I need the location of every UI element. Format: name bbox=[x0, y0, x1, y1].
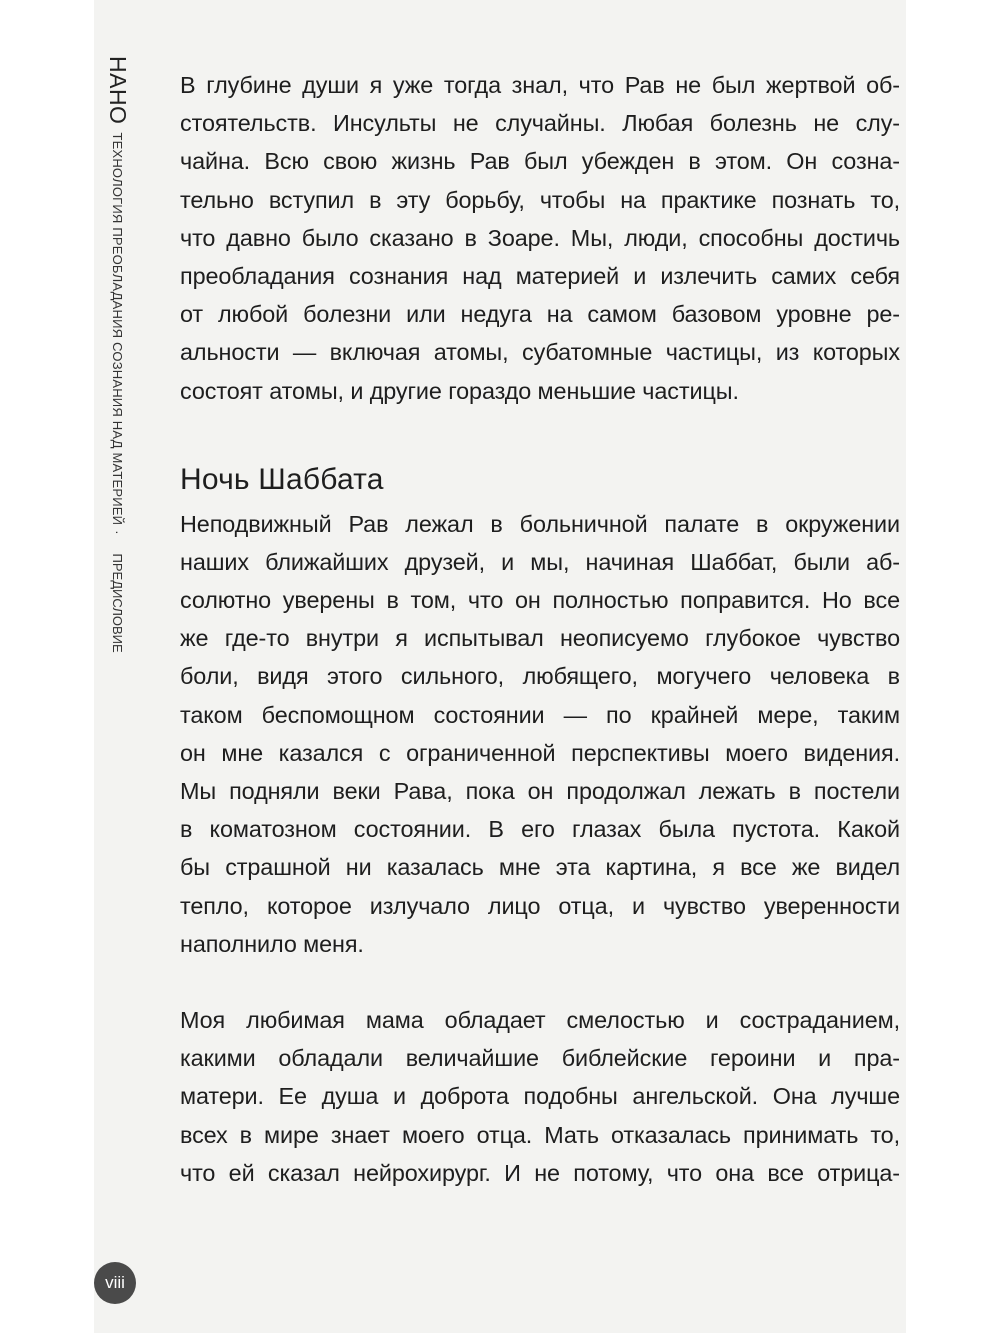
paragraph-line: таком беспомощном состоянии — по крайней мере, таким bbox=[180, 701, 900, 728]
paragraph-line: всех в мире знает моего отца. Мать отказалась принимать то, bbox=[180, 1121, 900, 1148]
paragraph-line: же где-то внутри я испытывал неописуемо глубокое чувство bbox=[180, 625, 900, 652]
paragraph-line: матери. Ее душа и доброта подобны ангельской. Она лучше bbox=[180, 1083, 900, 1110]
running-head-book-title: ТЕХНОЛОГИЯ ПРЕОБЛАДАНИЯ СОЗНАНИЯ НАД МАТЕРИЕЙ bbox=[110, 132, 126, 526]
running-head-brand: НАНО bbox=[105, 56, 132, 125]
paragraph-line: бы страшной ни казалась мне эта картина, я все же видел bbox=[180, 854, 900, 881]
paragraph-line: альности — включая атомы, субатомные частицы, из которых bbox=[180, 339, 900, 366]
section-heading: Ночь Шаббата bbox=[180, 462, 384, 496]
running-head-section: ПРЕДИСЛОВИЕ bbox=[110, 553, 126, 653]
paragraph-line: наших ближайших друзей, и мы, начиная Шаббат, были аб- bbox=[180, 548, 900, 575]
paragraph-line: какими обладали величайшие библейские героини и пра- bbox=[180, 1045, 900, 1072]
paragraph-2 bbox=[180, 505, 900, 963]
page-number-badge bbox=[94, 1262, 136, 1304]
page-content bbox=[180, 66, 900, 1192]
page-number: viii bbox=[105, 1273, 125, 1292]
paragraph-line: преобладания сознания над материей и излечить самих себя bbox=[180, 262, 900, 289]
paragraph-line: состоят атомы, и другие гораздо меньшие частицы. bbox=[180, 377, 739, 404]
paragraph-1 bbox=[180, 66, 900, 410]
paragraph-line: тельно вступил в эту борьбу, чтобы на практике познать то, bbox=[180, 186, 900, 213]
paragraph-line: он мне казался с ограниченной перспективы моего видения. bbox=[180, 739, 900, 766]
paragraph-line: Мы подняли веки Рава, пока он продолжал лежать в постели bbox=[180, 778, 900, 804]
paragraph-line: тепло, которое излучало лицо отца, и чувство уверенности bbox=[180, 892, 900, 919]
paragraph-line: от любой болезни или недуга на самом базовом уровне ре- bbox=[180, 301, 900, 328]
running-head bbox=[101, 56, 135, 756]
paragraph-line: Моя любимая мама обладает смелостью и состраданием, bbox=[180, 1006, 900, 1033]
paragraph-line: боли, видя этого сильного, любящего, могучего человека в bbox=[180, 663, 900, 690]
paragraph-line: В глубине души я уже тогда знал, что Рав не был жертвой об- bbox=[180, 72, 900, 98]
paragraph-3 bbox=[180, 1001, 900, 1192]
paragraph-line: наполнило меня. bbox=[180, 930, 364, 957]
paragraph-line: в коматозном состоянии. В его глазах была пустота. Какой bbox=[180, 816, 900, 843]
paragraph-line: стоятельств. Инсульты не случайны. Любая болезнь не слу- bbox=[180, 110, 900, 137]
paragraph-line: чайна. Всю свою жизнь Рав был убежден в этом. Он созна- bbox=[180, 148, 900, 175]
paragraph-line: что ей сказал нейрохирург. И не потому, что она все отрица- bbox=[180, 1159, 900, 1186]
paragraph-line: что давно было сказано в Зоаре. Мы, люди, способны достичь bbox=[180, 224, 900, 251]
paragraph-line: Неподвижный Рав лежал в больничной палате в окружении bbox=[180, 510, 900, 537]
paragraph-line: солютно уверены в том, что он полностью поправится. Но все bbox=[180, 587, 900, 614]
running-head-separator: · bbox=[110, 530, 126, 535]
